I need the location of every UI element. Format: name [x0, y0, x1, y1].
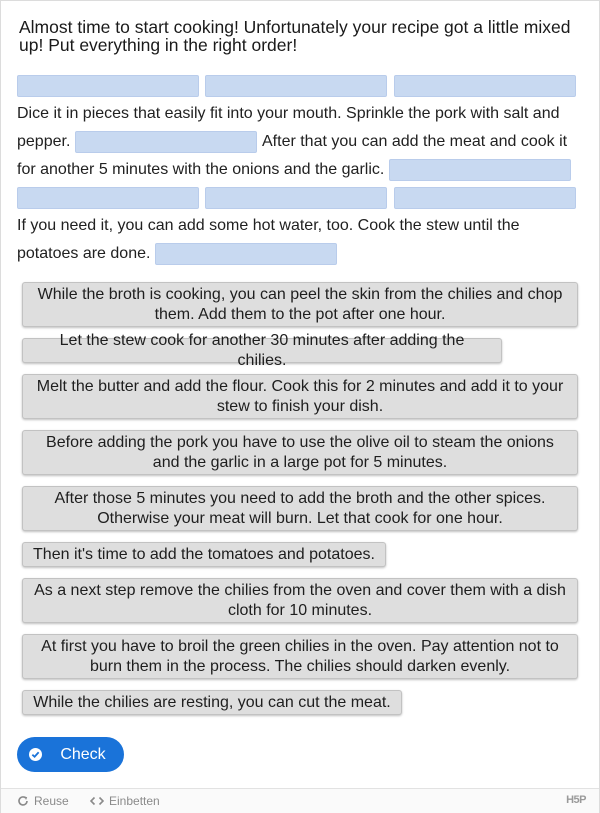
- draggable-item[interactable]: [22, 331, 502, 369]
- drop-zone-7[interactable]: [205, 187, 387, 209]
- draggable-text: While the chilies are resting, you can cut the meat.: [33, 693, 391, 711]
- draggable-item[interactable]: [22, 282, 578, 327]
- draggable-text: Then it's time to add the tomatoes and potatoes.: [33, 545, 375, 563]
- drop-zone-1[interactable]: [17, 75, 199, 97]
- drop-zone-8[interactable]: [394, 187, 576, 209]
- text-segment: pepper.: [17, 133, 71, 150]
- draggable-text: At first you have to broil the green chilies in the oven. Pay attention not to burn them in the process. The chilies should darken evenly.: [41, 637, 559, 675]
- draggable-text: After those 5 minutes you need to add the broth and the other spices. Otherwise your meat will burn. Let that cook for one hour.: [54, 489, 546, 527]
- text-segment: for another 5 minutes with the onions and the garlic.: [17, 161, 385, 178]
- draggable-item[interactable]: [22, 690, 402, 715]
- check-circle-icon: [29, 748, 42, 761]
- check-button[interactable]: [17, 737, 124, 772]
- drop-zone-4[interactable]: [75, 131, 257, 153]
- text-segment: Dice it in pieces that easily fit into your mouth. Sprinkle the pork with salt and: [17, 105, 560, 122]
- check-button-label: Check: [60, 745, 106, 763]
- draggable-item[interactable]: [22, 486, 578, 531]
- drop-zone-3[interactable]: [394, 75, 576, 97]
- footer-bar: [1, 788, 599, 813]
- reuse-icon: [17, 795, 29, 807]
- draggable-text: While the broth is cooking, you can peel the skin from the chilies and chop them. Add them to the pot after one hour.: [37, 285, 563, 323]
- h5p-logo[interactable]: H5P: [566, 794, 586, 806]
- reuse-label: Reuse: [34, 794, 69, 808]
- draggable-text: Let the stew cook for another 30 minutes after adding the chilies.: [59, 331, 465, 369]
- reuse-button[interactable]: [17, 794, 69, 808]
- code-icon: [90, 796, 104, 806]
- draggable-text: Melt the butter and add the flour. Cook this for 2 minutes and add it to your stew to finish your dish.: [36, 377, 564, 415]
- drop-zone-2[interactable]: [205, 75, 387, 97]
- drop-zone-9[interactable]: [155, 243, 337, 265]
- task-description: Almost time to start cooking! Unfortunately your recipe got a little mixed up! Put everything in the right order!: [19, 17, 571, 55]
- embed-button[interactable]: [90, 794, 160, 808]
- text-segment: potatoes are done.: [17, 245, 151, 262]
- draggable-text: Before adding the pork you have to use the olive oil to steam the onions and the garlic in a large pot for 5 minutes.: [46, 433, 554, 471]
- draggable-text: As a next step remove the chilies from the oven and cover them with a dish cloth for 10 minutes.: [34, 581, 566, 619]
- draggable-item[interactable]: [22, 578, 578, 623]
- draggable-item[interactable]: [22, 430, 578, 475]
- draggable-item[interactable]: [22, 542, 386, 567]
- embed-label: Einbetten: [109, 794, 160, 808]
- drop-zone-6[interactable]: [17, 187, 199, 209]
- draggable-item[interactable]: [22, 374, 578, 419]
- draggable-item[interactable]: [22, 634, 578, 679]
- text-segment: If you need it, you can add some hot water, too. Cook the stew until the: [17, 217, 520, 234]
- drop-zone-5[interactable]: [389, 159, 571, 181]
- text-segment: After that you can add the meat and cook it: [262, 133, 568, 150]
